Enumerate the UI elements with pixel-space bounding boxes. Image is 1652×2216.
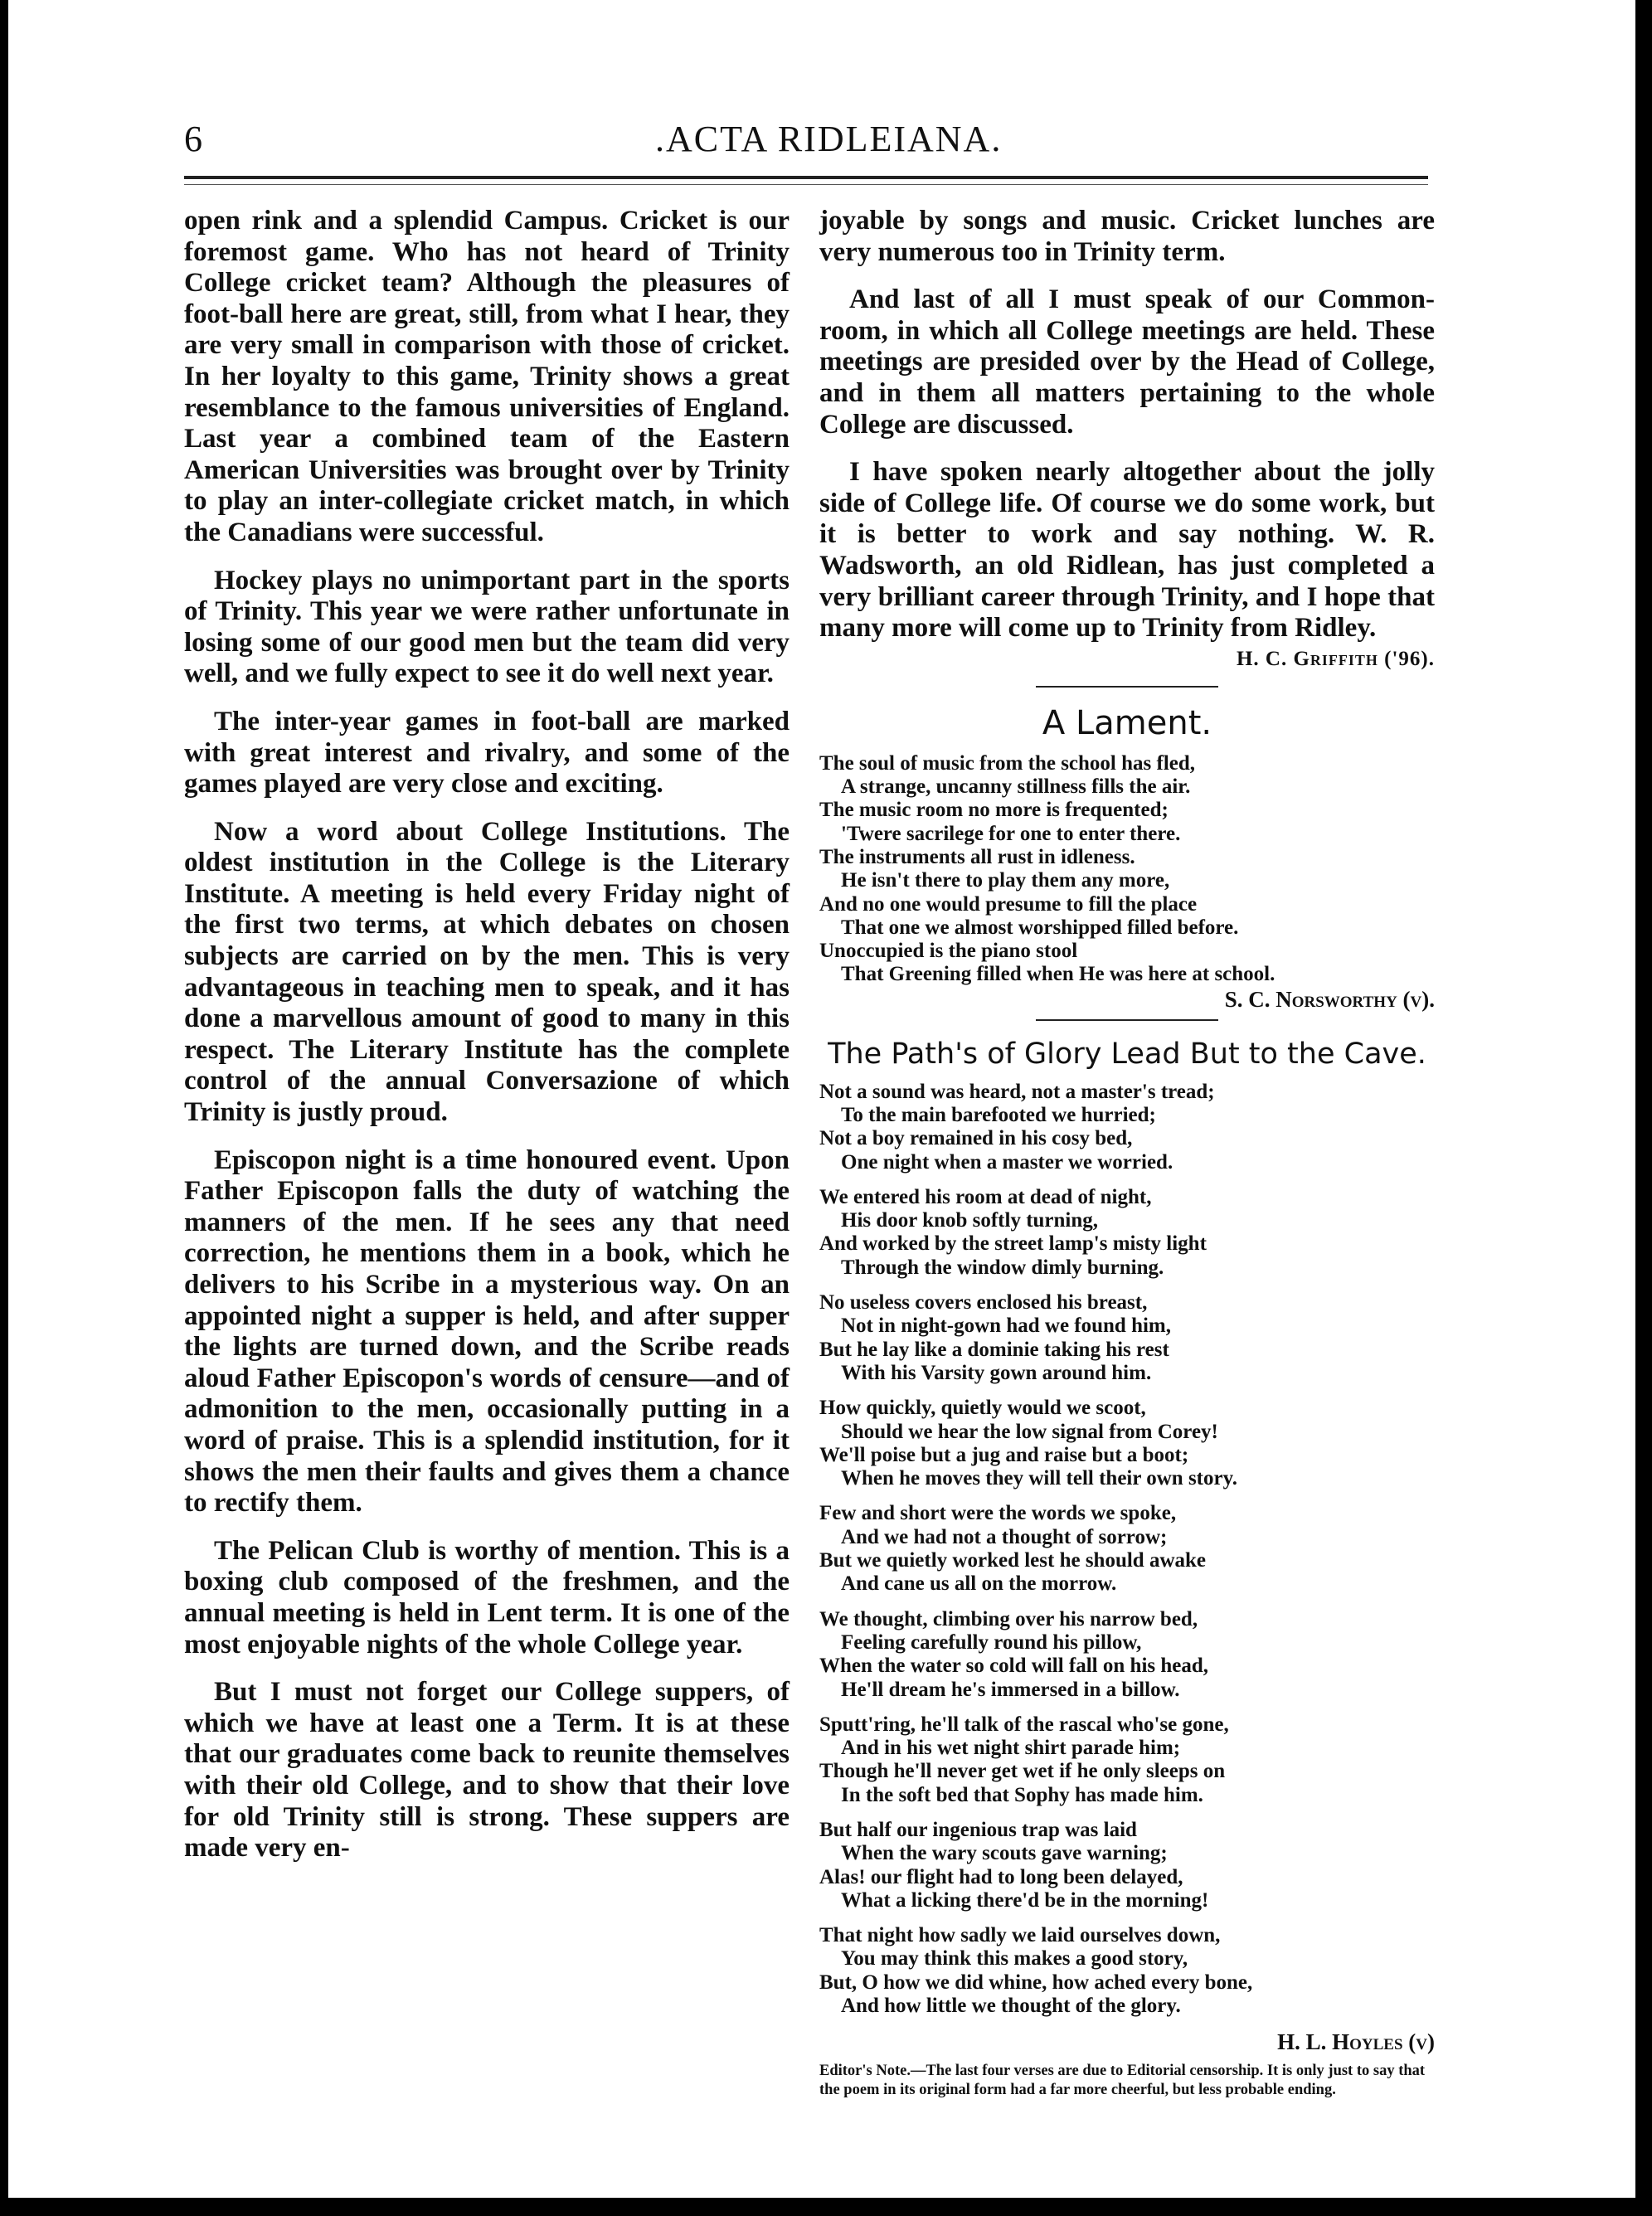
poem-line: And cane us all on the morrow.	[841, 1572, 1117, 1596]
section-rule	[1036, 686, 1218, 688]
poem-stanza	[819, 1502, 1435, 1596]
paragraph: Hockey plays no unimportant part in the sports of Trinity. This year we were rather unfortunate in losing some of our good men but the team did very well, and we fully expect to see it do well next year.	[184, 565, 790, 689]
header-rule	[184, 176, 1428, 179]
running-head: .ACTA RIDLEIANA.	[655, 119, 1003, 159]
poem-line: That night how sadly we laid ourselves down,	[819, 1924, 1221, 1947]
poem-line: And worked by the street lamp's misty light	[819, 1232, 1207, 1256]
poem-line: Unoccupied is the piano stool	[819, 940, 1078, 963]
paragraph: I have spoken nearly altogether about the jolly side of College life. Of course we do some work, but it is better to work and say nothing. W. R. Wadsworth, an old Ridlean, has just completed a very brilliant career through Trinity, and I hope that many more will come up to Trinity from Ridley.	[819, 457, 1435, 644]
right-column	[819, 206, 1435, 2100]
poem-line: But he lay like a dominie taking his rest	[819, 1338, 1169, 1361]
poem-line: Few and short were the words we spoke,	[819, 1502, 1177, 1525]
page-number: 6	[184, 119, 202, 159]
poem-line: The soul of music from the school has fled,	[819, 751, 1196, 775]
poem-lament	[819, 752, 1435, 987]
poem-line: He'll dream he's immersed in a billow.	[841, 1678, 1180, 1701]
left-column	[184, 206, 790, 1881]
poem-line: How quickly, quietly would we scoot,	[819, 1397, 1146, 1420]
poem-line: But we quietly worked lest he should awake	[819, 1549, 1207, 1572]
poem-line: Feeling carefully round his pillow,	[841, 1630, 1142, 1654]
poem-stanza	[819, 1924, 1435, 2018]
poem-stanza	[819, 1397, 1435, 1490]
poem-line: One night when a master we worried.	[841, 1150, 1173, 1174]
poem-line: When the wary scouts gave warning;	[841, 1842, 1168, 1865]
poem-title: The Path's of Glory Lead But to the Cave.	[828, 1037, 1426, 1071]
poem-stanza	[819, 1608, 1435, 1702]
poem-line: The music room no more is frequented;	[819, 799, 1169, 822]
paragraph: open rink and a splendid Campus. Cricket is our foremost game. Who has not heard of Trinity College cricket team? Although the pleasures of foot-ball here are great, still, from what I hear, they are very small in comparison with those of cricket. In her loyalty to this game, Trinity shows a great resemblance to the famous universities of England. Last year a combined team of the Eastern American Universities was brought over by Trinity to play an inter-collegiate cricket match, in which the Canadians were successful.	[184, 206, 790, 547]
poem-stanza	[819, 1291, 1435, 1385]
poem-line: No useless covers enclosed his breast,	[819, 1291, 1148, 1315]
article-signature: H. C. Griffith ('96).	[1236, 647, 1435, 670]
poem-line: When he moves they will tell their own story.	[841, 1467, 1237, 1490]
poem-stanza	[819, 1713, 1435, 1807]
poem-line: Though he'll never get wet if he only sleeps on	[819, 1760, 1226, 1783]
poem-line: That one we almost worshipped filled before.	[841, 916, 1239, 939]
newspaper-page	[8, 0, 1635, 2198]
poem-line: With his Varsity gown around him.	[841, 1361, 1152, 1384]
poem-line: Sputt'ring, he'll talk of the rascal who'se gone,	[819, 1713, 1229, 1736]
poem-line: We thought, climbing over his narrow bed,	[819, 1607, 1198, 1630]
poem-line: Should we hear the low signal from Corey!	[841, 1420, 1218, 1443]
poem-line: That Greening filled when He was here at school.	[841, 963, 1275, 986]
paragraph: The Pelican Club is worthy of mention. This is a boxing club composed of the freshmen, and the annual meeting is held in Lent term. It is one of the most enjoyable nights of the whole College year.	[184, 1535, 790, 1660]
poem-title: A Lament.	[1042, 703, 1212, 742]
poem-stanza	[819, 1081, 1435, 1174]
poem-paths-of-glory	[819, 1081, 1435, 2019]
paragraph: The inter-year games in foot-ball are marked with great interest and rivalry, and some of the games played are very close and exciting.	[184, 706, 790, 799]
poem-line: To the main barefooted we hurried;	[841, 1103, 1156, 1126]
poem-line: And how little we thought of the glory.	[841, 1995, 1181, 2018]
poem-line: Not in night-gown had we found him,	[841, 1315, 1172, 1338]
poem-line: A strange, uncanny stillness fills the air.	[841, 775, 1191, 799]
poem-line: The instruments all rust in idleness.	[819, 845, 1135, 868]
poem-line: You may think this makes a good story,	[841, 1947, 1188, 1971]
poem-line: What a licking there'd be in the morning!	[841, 1888, 1209, 1912]
poem-line: Not a sound was heard, not a master's tread;	[819, 1080, 1215, 1103]
poem-line: But half our ingenious trap was laid	[819, 1819, 1137, 1841]
poem-line: When the water so cold will fall on his head,	[819, 1655, 1209, 1678]
paragraph: And last of all I must speak of our Common-room, in which all College meetings are held. These meetings are presided over by the Head of College, and in them all matters pertaining to the whole College are discussed.	[819, 284, 1435, 440]
poem-line: Not a boy remained in his cosy bed,	[819, 1127, 1133, 1150]
poem-signature: S. C. Norsworthy (v).	[1224, 986, 1435, 1012]
header-rule-thin	[184, 184, 1428, 185]
poem-line: But, O how we did whine, how ached every bone,	[819, 1971, 1253, 1994]
paragraph: Now a word about College Institutions. The oldest institution in the College is the Literary Institute. A meeting is held every Friday night of the first two terms, at which debates on chosen subjects are carried on by the men. This is very advantageous in teaching men to speak, and it has done a marvellous amount of good to many in this respect. The Literary Institute has the complete control of the annual Conversazione of which Trinity is justly proud.	[184, 816, 790, 1128]
paragraph: Episcopon night is a time honoured event. Upon Father Episcopon falls the duty of watching the manners of the men. If he sees any that need correction, he mentions them in a book, which he delivers to his Scribe in a mysterious way. On an appointed night a supper is held, and after supper the lights are turned down, and the Scribe reads aloud Father Episcopon's words of censure—and of admonition to the men, occasionally putting in a word of praise. This is a splendid institution, for it shows the men their faults and gives them a chance to rectify them.	[184, 1144, 790, 1519]
poem-stanza	[819, 1819, 1435, 1912]
poem-line: We'll poise but a jug and raise but a boot;	[819, 1443, 1189, 1466]
poem-line: And we had not a thought of sorrow;	[841, 1525, 1168, 1548]
poem-line: He isn't there to play them any more,	[841, 869, 1170, 892]
poem-line: In the soft bed that Sophy has made him.	[841, 1783, 1203, 1806]
poem-line: We entered his room at dead of night,	[819, 1185, 1152, 1208]
poem-line: Through the window dimly burning.	[841, 1256, 1164, 1279]
poem-line: And in his wet night shirt parade him;	[841, 1737, 1181, 1760]
section-rule	[1036, 1019, 1218, 1021]
paragraph: joyable by songs and music. Cricket lunches are very numerous too in Trinity term.	[819, 206, 1435, 267]
poem-line: Alas! our flight had to long been delayed,	[819, 1865, 1183, 1888]
editors-note: Editor's Note.—The last four verses are due to Editorial censorship. It is only just to say that the poem in its original form had a far more cheerful, but less probable ending.	[819, 2063, 1426, 2099]
poem-signature: H. L. Hoyles (v)	[1277, 2029, 1435, 2055]
poem-line: His door knob softly turning,	[841, 1209, 1099, 1232]
paragraph: But I must not forget our College suppers, of which we have at least one a Term. It is at these that our graduates come back to reunite themselves with their old College, and to show that their love for old Trinity still is strong. These suppers are made very en-	[184, 1677, 790, 1864]
poem-stanza	[819, 1186, 1435, 1280]
poem-line: 'Twere sacrilege for one to enter there.	[841, 822, 1181, 845]
poem-line: And no one would presume to fill the place	[819, 892, 1198, 916]
